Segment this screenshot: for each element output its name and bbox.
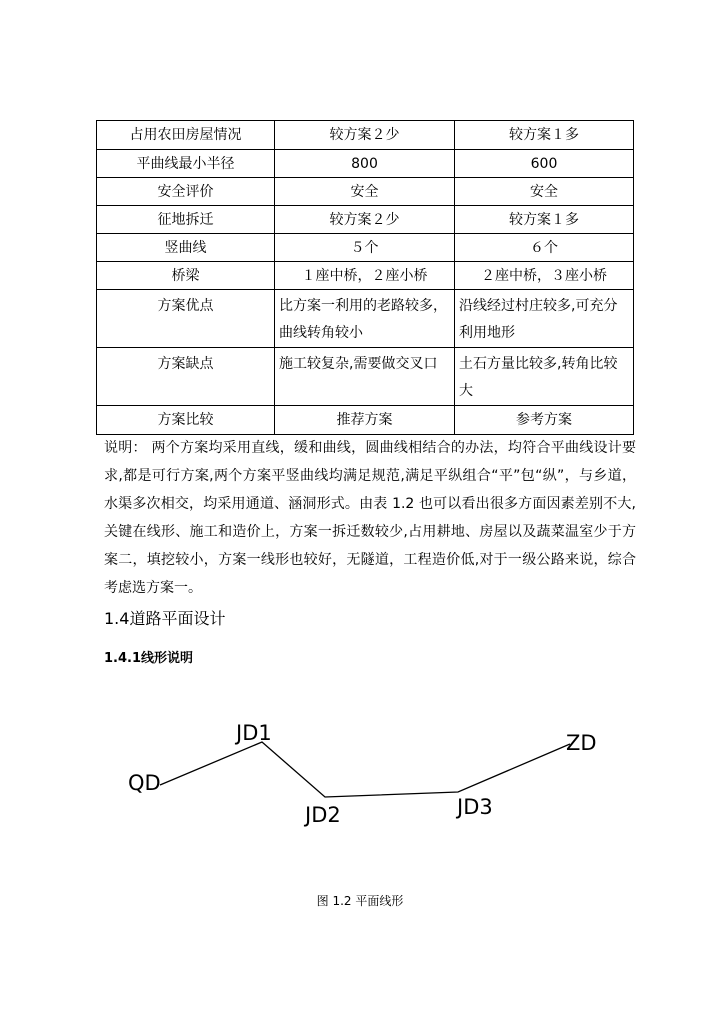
row-label: 征地拆迁 [97, 206, 275, 234]
row-label: 安全评价 [97, 178, 275, 206]
label-jd2: JD2 [305, 803, 341, 827]
row-label: 方案比较 [97, 406, 275, 435]
subsection-heading: 1.4.1线形说明 [104, 651, 194, 666]
option-2-cell: 安全 [455, 178, 634, 206]
option-2-cell: 较方案１多 [455, 121, 634, 150]
option-1-cell: 推荐方案 [275, 406, 455, 435]
table-row [97, 234, 634, 262]
option-2-cell: 沿线经过村庄较多,可充分利用地形 [455, 290, 634, 348]
row-label: 平曲线最小半径 [97, 150, 275, 178]
alignment-line [160, 742, 570, 797]
option-1-cell: 比方案一利用的老路较多，曲线转角较小 [275, 290, 455, 348]
label-qd: QD [128, 771, 161, 795]
label-jd1: JD1 [236, 721, 272, 745]
option-2-cell: 较方案１多 [455, 206, 634, 234]
table-row [97, 206, 634, 234]
option-1-cell: 安全 [275, 178, 455, 206]
table-row [97, 262, 634, 290]
section-heading: 1.4道路平面设计 [104, 609, 226, 628]
table-row [97, 178, 634, 206]
option-1-cell: 较方案２少 [275, 121, 455, 150]
option-1-cell: ５个 [275, 234, 455, 262]
option-1-cell: 800 [275, 150, 455, 178]
label-jd3: JD3 [457, 795, 493, 819]
option-2-cell: 土石方量比较多,转角比较大 [455, 348, 634, 406]
option-1-cell: 施工较复杂,需要做交叉口 [275, 348, 455, 406]
option-1-cell: 较方案２少 [275, 206, 455, 234]
row-label: 桥梁 [97, 262, 275, 290]
table-row [97, 348, 634, 406]
table-row [97, 150, 634, 178]
option-1-cell: １座中桥，２座小桥 [275, 262, 455, 290]
row-label: 方案优点 [97, 290, 275, 348]
option-2-cell: ２座中桥，３座小桥 [455, 262, 634, 290]
row-label: 方案缺点 [97, 348, 275, 406]
option-2-cell: 参考方案 [455, 406, 634, 435]
table-row [97, 121, 634, 150]
table-row [97, 290, 634, 348]
comparison-table [96, 120, 634, 435]
figure-caption: 图 1.2 平面线形 [316, 894, 404, 908]
option-2-cell: ６个 [455, 234, 634, 262]
row-label: 竖曲线 [97, 234, 275, 262]
explanation-paragraph: 说明： 两个方案均采用直线，缓和曲线，圆曲线相结合的办法，均符合平曲线设计要求,都是可行方案,两个方案平竖曲线均满足规范,满足平纵组合“平”包“纵”，与乡道，水渠多次相交，均采用通道、涵洞形式。由表 1.2 也可以看出很多方面因素差别不大,关键在线形、施工和造价上，方案一拆迁数较少,占用耕地、房屋以及蔬菜温室少于方案二，填挖较小，方案一线形也较好，无隧道，工程造价低,对于一级公路来说，综合考虑选方案一。 [104, 440, 636, 596]
row-label: 占用农田房屋情况 [97, 121, 275, 150]
option-2-cell: 600 [455, 150, 634, 178]
label-zd: ZD [566, 731, 597, 755]
table-row [97, 406, 634, 435]
